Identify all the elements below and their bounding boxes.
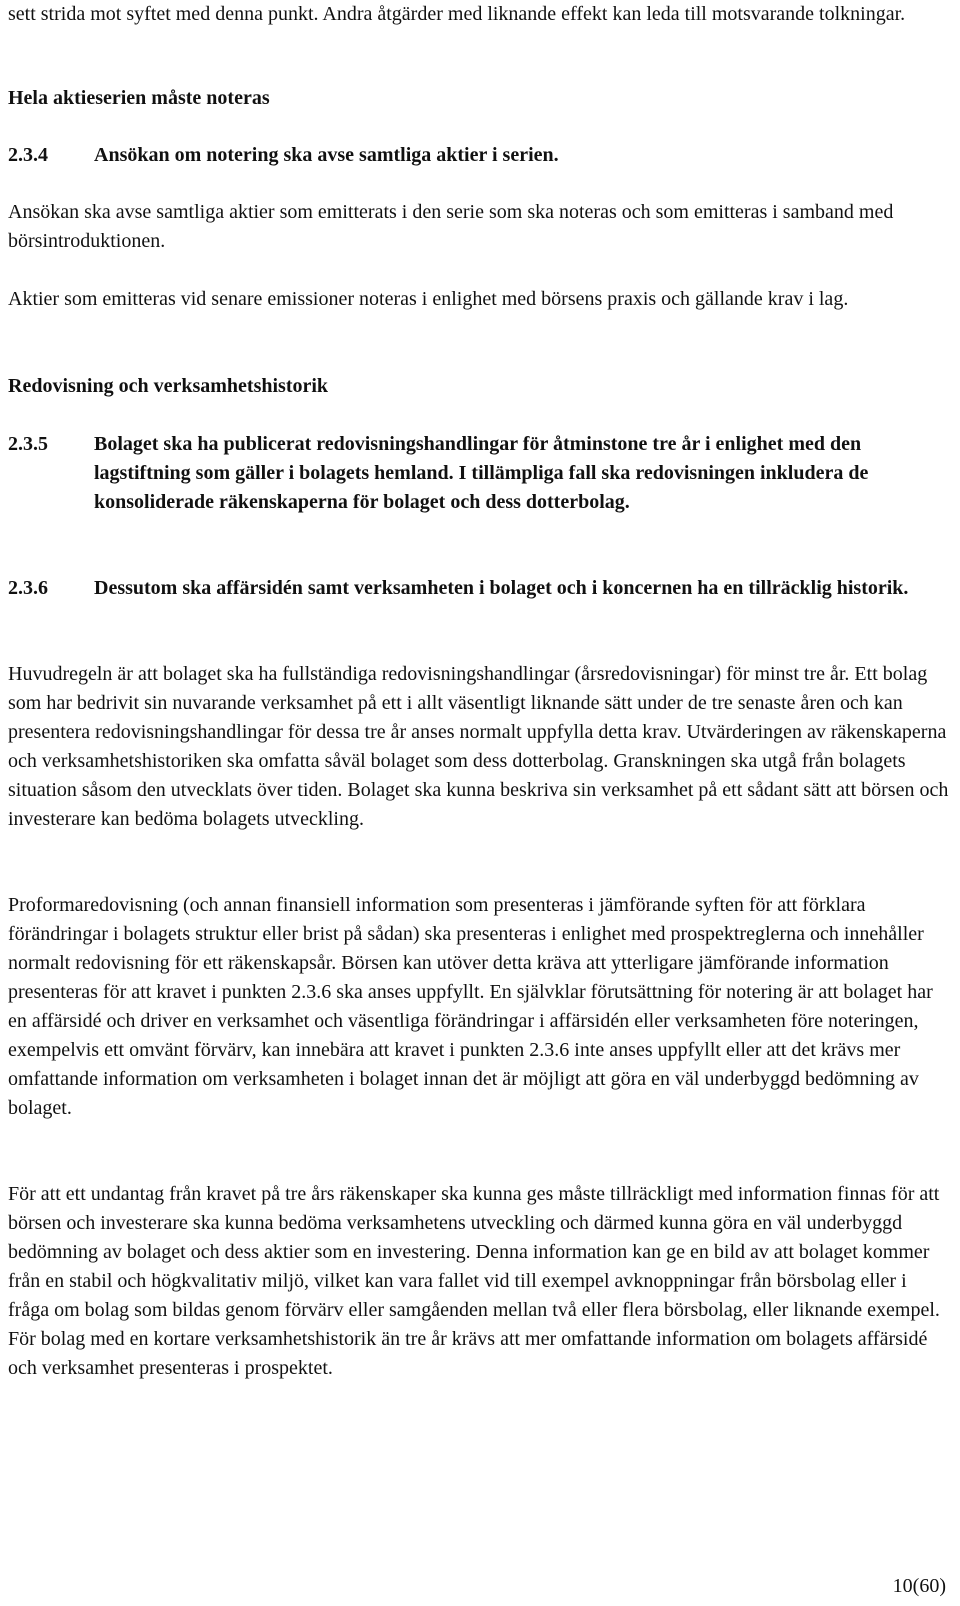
rule-text: Dessutom ska affärsidén samt verksamheten i bolaget och i koncernen ha en tillräcklig historik.	[94, 577, 909, 599]
paragraph-intro-continuation: sett strida mot syftet med denna punkt. Andra åtgärder med liknande effekt kan leda till motsvarande tolkningar.	[8, 3, 906, 25]
paragraph-undantag: För att ett undantag från kravet på tre års räkenskaper ska kunna ges måste tillräckligt med information finnas för att börsen och investerare ska kunna bedöma verksamhetens utveckling och därmed kunna göra en väl underbyggd bedömning av bolaget och dess aktier som en investering. Denna information kan ge en bild av att bolaget kommer från en stabil och högkvalitativ miljö, vilket kan vara fallet vid till exempel avknoppningar från börsbolag eller i fråga om bolag som bildas genom förvärv eller samgåenden mellan två eller flera börsbolag, eller liknande exempel. För bolag med en kortare verksamhetshistorik än tre år krävs att mer omfattande information om bolagets affärsidé och verksamhet presenteras i prospektet.	[8, 1183, 940, 1379]
page-number: 10(60)	[892, 1575, 946, 1597]
paragraph-proforma: Proformaredovisning (och annan finansiell information som presenteras i jämförande syften för att förklara förändringar i bolagets struktur eller brist på sådan) ska presenteras i enlighet med prospektreglerna och innehåller normalt redovisning för ett räkenskapsår. Börsen kan utöver detta kräva att ytterligare jämförande information presenteras för att kravet i punkten 2.3.6 ska anses uppfyllt. En självklar förutsättning för notering är att bolaget har en affärsidé och driver en verksamhet och väsentliga förändringar i affärsidén eller verksamheten före noteringen, exempelvis ett omvänt förvärv, kan innebära att kravet i punkten 2.3.6 inte anses uppfyllt eller att det krävs mer omfattande information om verksamheten i bolaget innan det är möjligt att göra en väl underbyggd bedömning av bolaget.	[8, 894, 933, 1119]
heading-hela-aktieserien: Hela aktieserien måste noteras	[8, 87, 270, 109]
rule-2-3-4	[8, 141, 952, 170]
rule-2-3-6	[8, 574, 952, 632]
paragraph-aktier: Aktier som emitteras vid senare emissioner noteras i enlighet med börsens praxis och gällande krav i lag.	[8, 288, 849, 310]
paragraph-ansokan: Ansökan ska avse samtliga aktier som emitterats i den serie som ska noteras och som emitteras i samband med börsintroduktionen.	[8, 201, 894, 252]
paragraph-huvudregeln: Huvudregeln är att bolaget ska ha fullständiga redovisningshandlingar (årsredovisningar) för minst tre år. Ett bolag som har bedrivit sin nuvarande verksamhet på ett i allt väsentligt liknande sätt under de tre senaste åren och kan presentera redovisningshandlingar för dessa tre år anses normalt uppfylla detta krav. Utvärderingen av räkenskaperna och verksamhetshistoriken ska omfatta såväl bolaget som dess dotterbolag. Granskningen ska utgå från bolagets situation såsom den utvecklats över tiden. Bolaget ska kunna beskriva sin verksamhet på ett sådant sätt att börsen och investerare kan bedöma bolagets utveckling.	[8, 663, 949, 830]
heading-redovisning: Redovisning och verksamhetshistorik	[8, 375, 329, 397]
rule-2-3-5	[8, 430, 952, 546]
rule-number: 2.3.4	[8, 144, 48, 166]
rule-number: 2.3.6	[8, 577, 48, 599]
rule-text: Bolaget ska ha publicerat redovisningshandlingar för åtminstone tre år i enlighet med den lagstiftning som gäller i bolagets hemland. I tillämpliga fall ska redovisningen inkludera de konsoliderade räkenskaperna för bolaget och dess dotterbolag.	[94, 433, 869, 513]
rule-number: 2.3.5	[8, 433, 48, 455]
rule-text: Ansökan om notering ska avse samtliga aktier i serien.	[94, 144, 559, 166]
